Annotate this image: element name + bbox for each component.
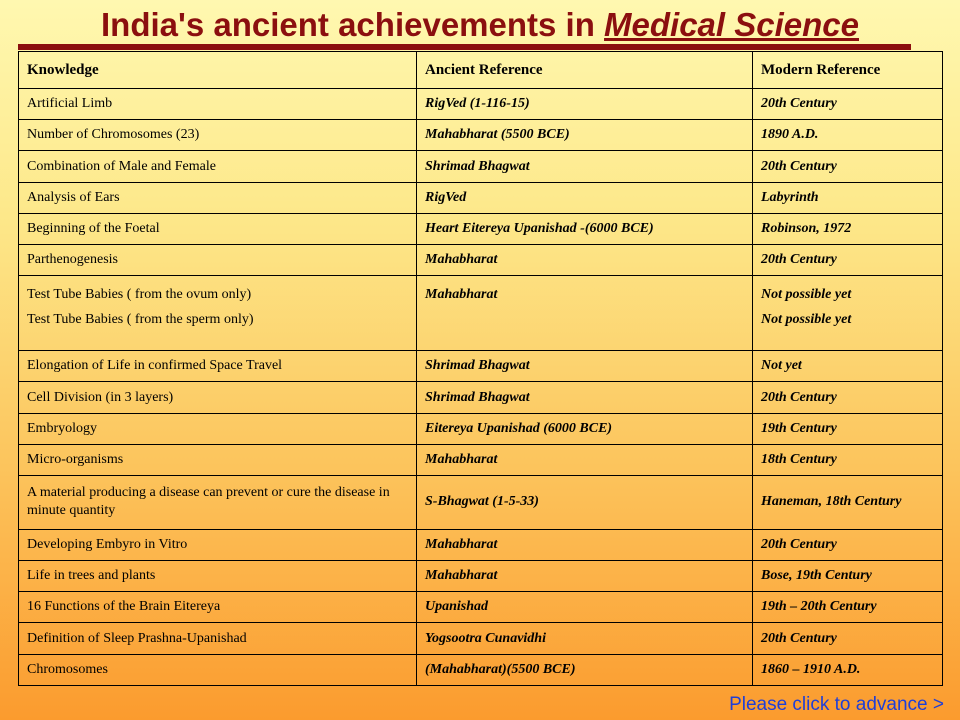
knowledge-cell: Parthenogenesis (19, 245, 417, 276)
ancient-cell: Mahabharat (417, 245, 753, 276)
table-row (19, 151, 943, 182)
title-prefix: India's ancient achievements in (101, 6, 605, 43)
table-row (19, 444, 943, 475)
table-row (19, 120, 943, 151)
modern-cell: 20th Century (753, 151, 943, 182)
ancient-cell: RigVed (1-116-15) (417, 89, 753, 120)
knowledge-cell: Elongation of Life in confirmed Space Travel (19, 351, 417, 382)
table-row (19, 476, 943, 530)
knowledge-cell: Embryology (19, 413, 417, 444)
knowledge-cell: Chromosomes (19, 654, 417, 685)
table-row (19, 623, 943, 654)
modern-cell: Labyrinth (753, 182, 943, 213)
table-row (19, 529, 943, 560)
ancient-cell: Upanishad (417, 592, 753, 623)
title-highlight: Medical Science (604, 6, 859, 43)
knowledge-cell: Analysis of Ears (19, 182, 417, 213)
knowledge-cell (19, 276, 417, 351)
ancient-cell: Mahabharat (5500 BCE) (417, 120, 753, 151)
ancient-cell: Eitereya Upanishad (6000 BCE) (417, 413, 753, 444)
ancient-cell: Mahabharat (417, 276, 753, 351)
modern-cell: 1860 – 1910 A.D. (753, 654, 943, 685)
table-row (19, 245, 943, 276)
header-ancient-reference: Ancient Reference (417, 52, 753, 89)
knowledge-line: Test Tube Babies ( from the sperm only) (27, 312, 254, 328)
modern-cell: 19th Century (753, 413, 943, 444)
modern-cell: Not yet (753, 351, 943, 382)
ancient-cell: S-Bhagwat (1-5-33) (417, 476, 753, 530)
modern-cell: 18th Century (753, 444, 943, 475)
ancient-cell: Shrimad Bhagwat (417, 382, 753, 413)
table-row (19, 182, 943, 213)
table-row (19, 592, 943, 623)
modern-cell: Bose, 19th Century (753, 561, 943, 592)
ancient-cell: Shrimad Bhagwat (417, 151, 753, 182)
modern-cell: 20th Century (753, 89, 943, 120)
page-title (0, 6, 960, 44)
knowledge-cell: Definition of Sleep Prashna-Upanishad (19, 623, 417, 654)
ancient-cell: Mahabharat (417, 444, 753, 475)
table-row (19, 413, 943, 444)
knowledge-cell: Micro-organisms (19, 444, 417, 475)
knowledge-cell: Beginning of the Foetal (19, 213, 417, 244)
modern-line: Not possible yet (761, 287, 852, 303)
modern-cell: 20th Century (753, 623, 943, 654)
modern-cell: 19th – 20th Century (753, 592, 943, 623)
ancient-cell: Mahabharat (417, 561, 753, 592)
modern-cell: 20th Century (753, 529, 943, 560)
ancient-cell: RigVed (417, 182, 753, 213)
table-row (19, 654, 943, 685)
table-row (19, 89, 943, 120)
knowledge-line: Test Tube Babies ( from the ovum only) (27, 287, 252, 303)
knowledge-cell: 16 Functions of the Brain Eitereya (19, 592, 417, 623)
modern-line: Not possible yet (761, 312, 852, 328)
table-header-row (19, 52, 943, 89)
ancient-cell: Yogsootra Cunavidhi (417, 623, 753, 654)
table-row (19, 213, 943, 244)
achievements-table (18, 51, 943, 686)
modern-cell: 1890 A.D. (753, 120, 943, 151)
knowledge-cell: Life in trees and plants (19, 561, 417, 592)
knowledge-cell: A material producing a disease can prevent or cure the disease in minute quantity (19, 476, 417, 530)
table-row (19, 276, 943, 351)
table-row (19, 561, 943, 592)
table-row (19, 351, 943, 382)
ancient-cell: Mahabharat (417, 529, 753, 560)
modern-cell: Haneman, 18th Century (753, 476, 943, 530)
knowledge-cell: Developing Embyro in Vitro (19, 529, 417, 560)
header-modern-reference: Modern Reference (753, 52, 943, 89)
knowledge-cell: Cell Division (in 3 layers) (19, 382, 417, 413)
modern-cell: Robinson, 1972 (753, 213, 943, 244)
advance-link[interactable]: Please click to advance > (729, 694, 944, 715)
modern-cell: 20th Century (753, 382, 943, 413)
knowledge-cell: Number of Chromosomes (23) (19, 120, 417, 151)
header-knowledge: Knowledge (19, 52, 417, 89)
modern-cell: 20th Century (753, 245, 943, 276)
title-underline-bar (18, 44, 911, 50)
knowledge-cell: Combination of Male and Female (19, 151, 417, 182)
ancient-cell: Heart Eitereya Upanishad -(6000 BCE) (417, 213, 753, 244)
modern-cell (753, 276, 943, 351)
table-row (19, 382, 943, 413)
ancient-cell: Shrimad Bhagwat (417, 351, 753, 382)
ancient-cell: (Mahabharat)(5500 BCE) (417, 654, 753, 685)
knowledge-cell: Artificial Limb (19, 89, 417, 120)
